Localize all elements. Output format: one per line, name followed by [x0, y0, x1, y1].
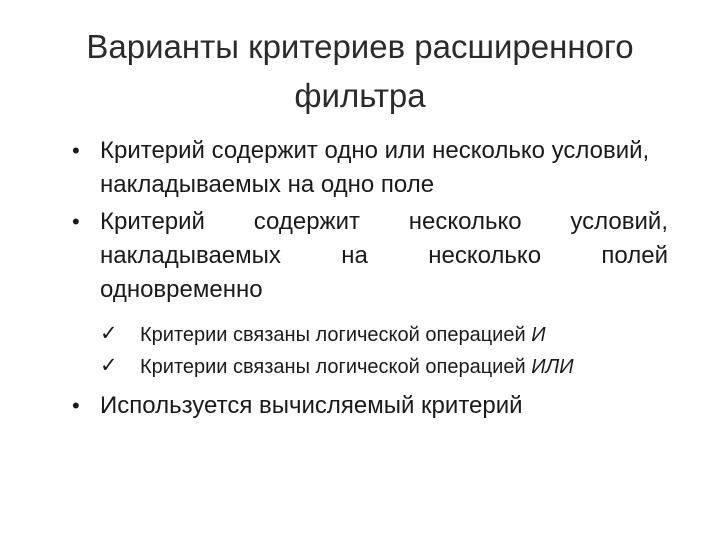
sub-bullet-item	[100, 319, 668, 351]
sub-bullet-text: Критерии связаны логической операцией	[140, 356, 532, 378]
bullet-text: Используется вычисляемый критерий	[100, 392, 523, 419]
slide-title	[30, 22, 690, 120]
sub-bullet-emphasis: ИЛИ	[531, 356, 574, 378]
bullet-list	[74, 134, 668, 426]
bullet-item	[74, 205, 668, 307]
title-line-1: Варианты критериев расширенного	[86, 28, 634, 65]
bullet-dot-icon: •	[72, 393, 80, 418]
bullet-dot-icon: •	[72, 138, 80, 163]
bullet-dot-icon: •	[72, 209, 80, 234]
checkmark-icon: ✓	[100, 354, 118, 377]
sub-bullet-text: Критерии связаны логической операцией	[140, 324, 532, 346]
sub-bullet-emphasis: И	[531, 324, 546, 346]
bullet-item	[74, 389, 668, 423]
bullet-text: Критерий содержит одно или несколько условий, накладываемых на одно поле	[100, 137, 650, 198]
sub-bullet-list	[100, 319, 668, 383]
bullet-item	[74, 134, 668, 202]
bullet-text: Критерий содержит несколько условий, накладываемых на несколько полей одновременно	[100, 208, 668, 303]
checkmark-icon: ✓	[100, 322, 118, 345]
title-line-2: фильтра	[294, 77, 426, 114]
sub-bullet-item	[100, 351, 668, 383]
